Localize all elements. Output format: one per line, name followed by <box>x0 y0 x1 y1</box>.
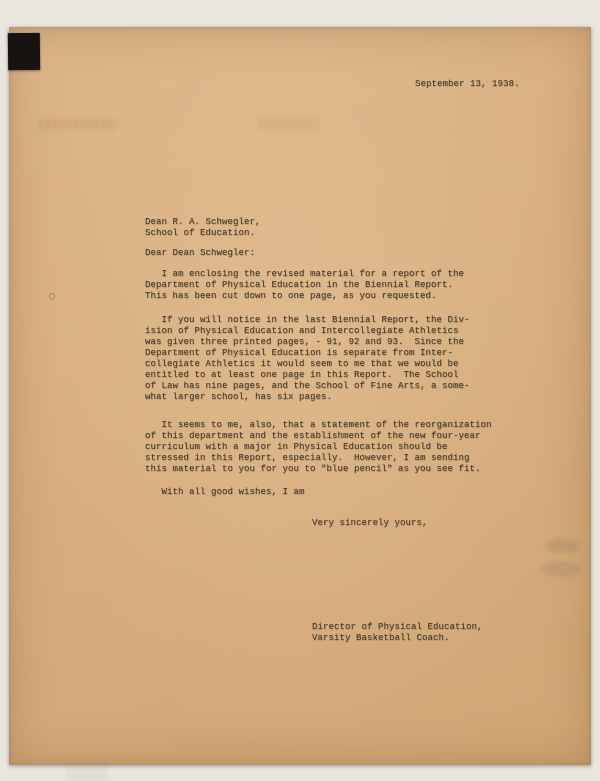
pencil-scribble <box>65 763 109 781</box>
good-wishes-line: With all good wishes, I am <box>145 487 305 497</box>
bleedthrough-mark-center <box>259 119 319 129</box>
recipient-address: Dean R. A. Schwegler, School of Education. <box>145 217 261 238</box>
body-paragraph-2: If you will notice in the last Biennial Report, the Div- ision of Physical Education and Intercollegiate Athletics was given three printed pages, - 91, 92 and 93. Since the Department of Physical Education is separate from Inter- collegiate Athletics it would seem to me that we would be entitled to at least one page in this Report. The School of Law has nine pages, and the School of Fine Arts, a some- what larger school, has six pages. <box>145 315 470 402</box>
body-paragraph-1: I am enclosing the revised material for a report of the Department of Physical Education in the Biennial Report. This has been cut down to one page, as you requested. <box>145 269 465 301</box>
black-corner-marker <box>8 33 40 70</box>
letter-date: September 13, 1938. <box>415 79 520 89</box>
body-paragraph-3: It seems to me, also, that a statement of the reorganization of this department and the establishment of the new four-year curriculum with a major in Physical Education should be stressed in this Report, especially. However, I am sending this material to you for you to "blue pencil" as you see fit. <box>145 420 492 474</box>
letter-paper <box>9 27 591 765</box>
signature-block: Director of Physical Education, Varsity Basketball Coach. <box>312 622 483 643</box>
smudge-mark-upper <box>545 539 579 553</box>
bleedthrough-mark-left <box>39 119 117 130</box>
ink-fleck <box>49 293 55 300</box>
salutation: Dear Dean Schwegler: <box>145 248 256 258</box>
smudge-mark-lower <box>541 561 581 577</box>
complimentary-closing: Very sincerely yours, <box>312 518 428 528</box>
